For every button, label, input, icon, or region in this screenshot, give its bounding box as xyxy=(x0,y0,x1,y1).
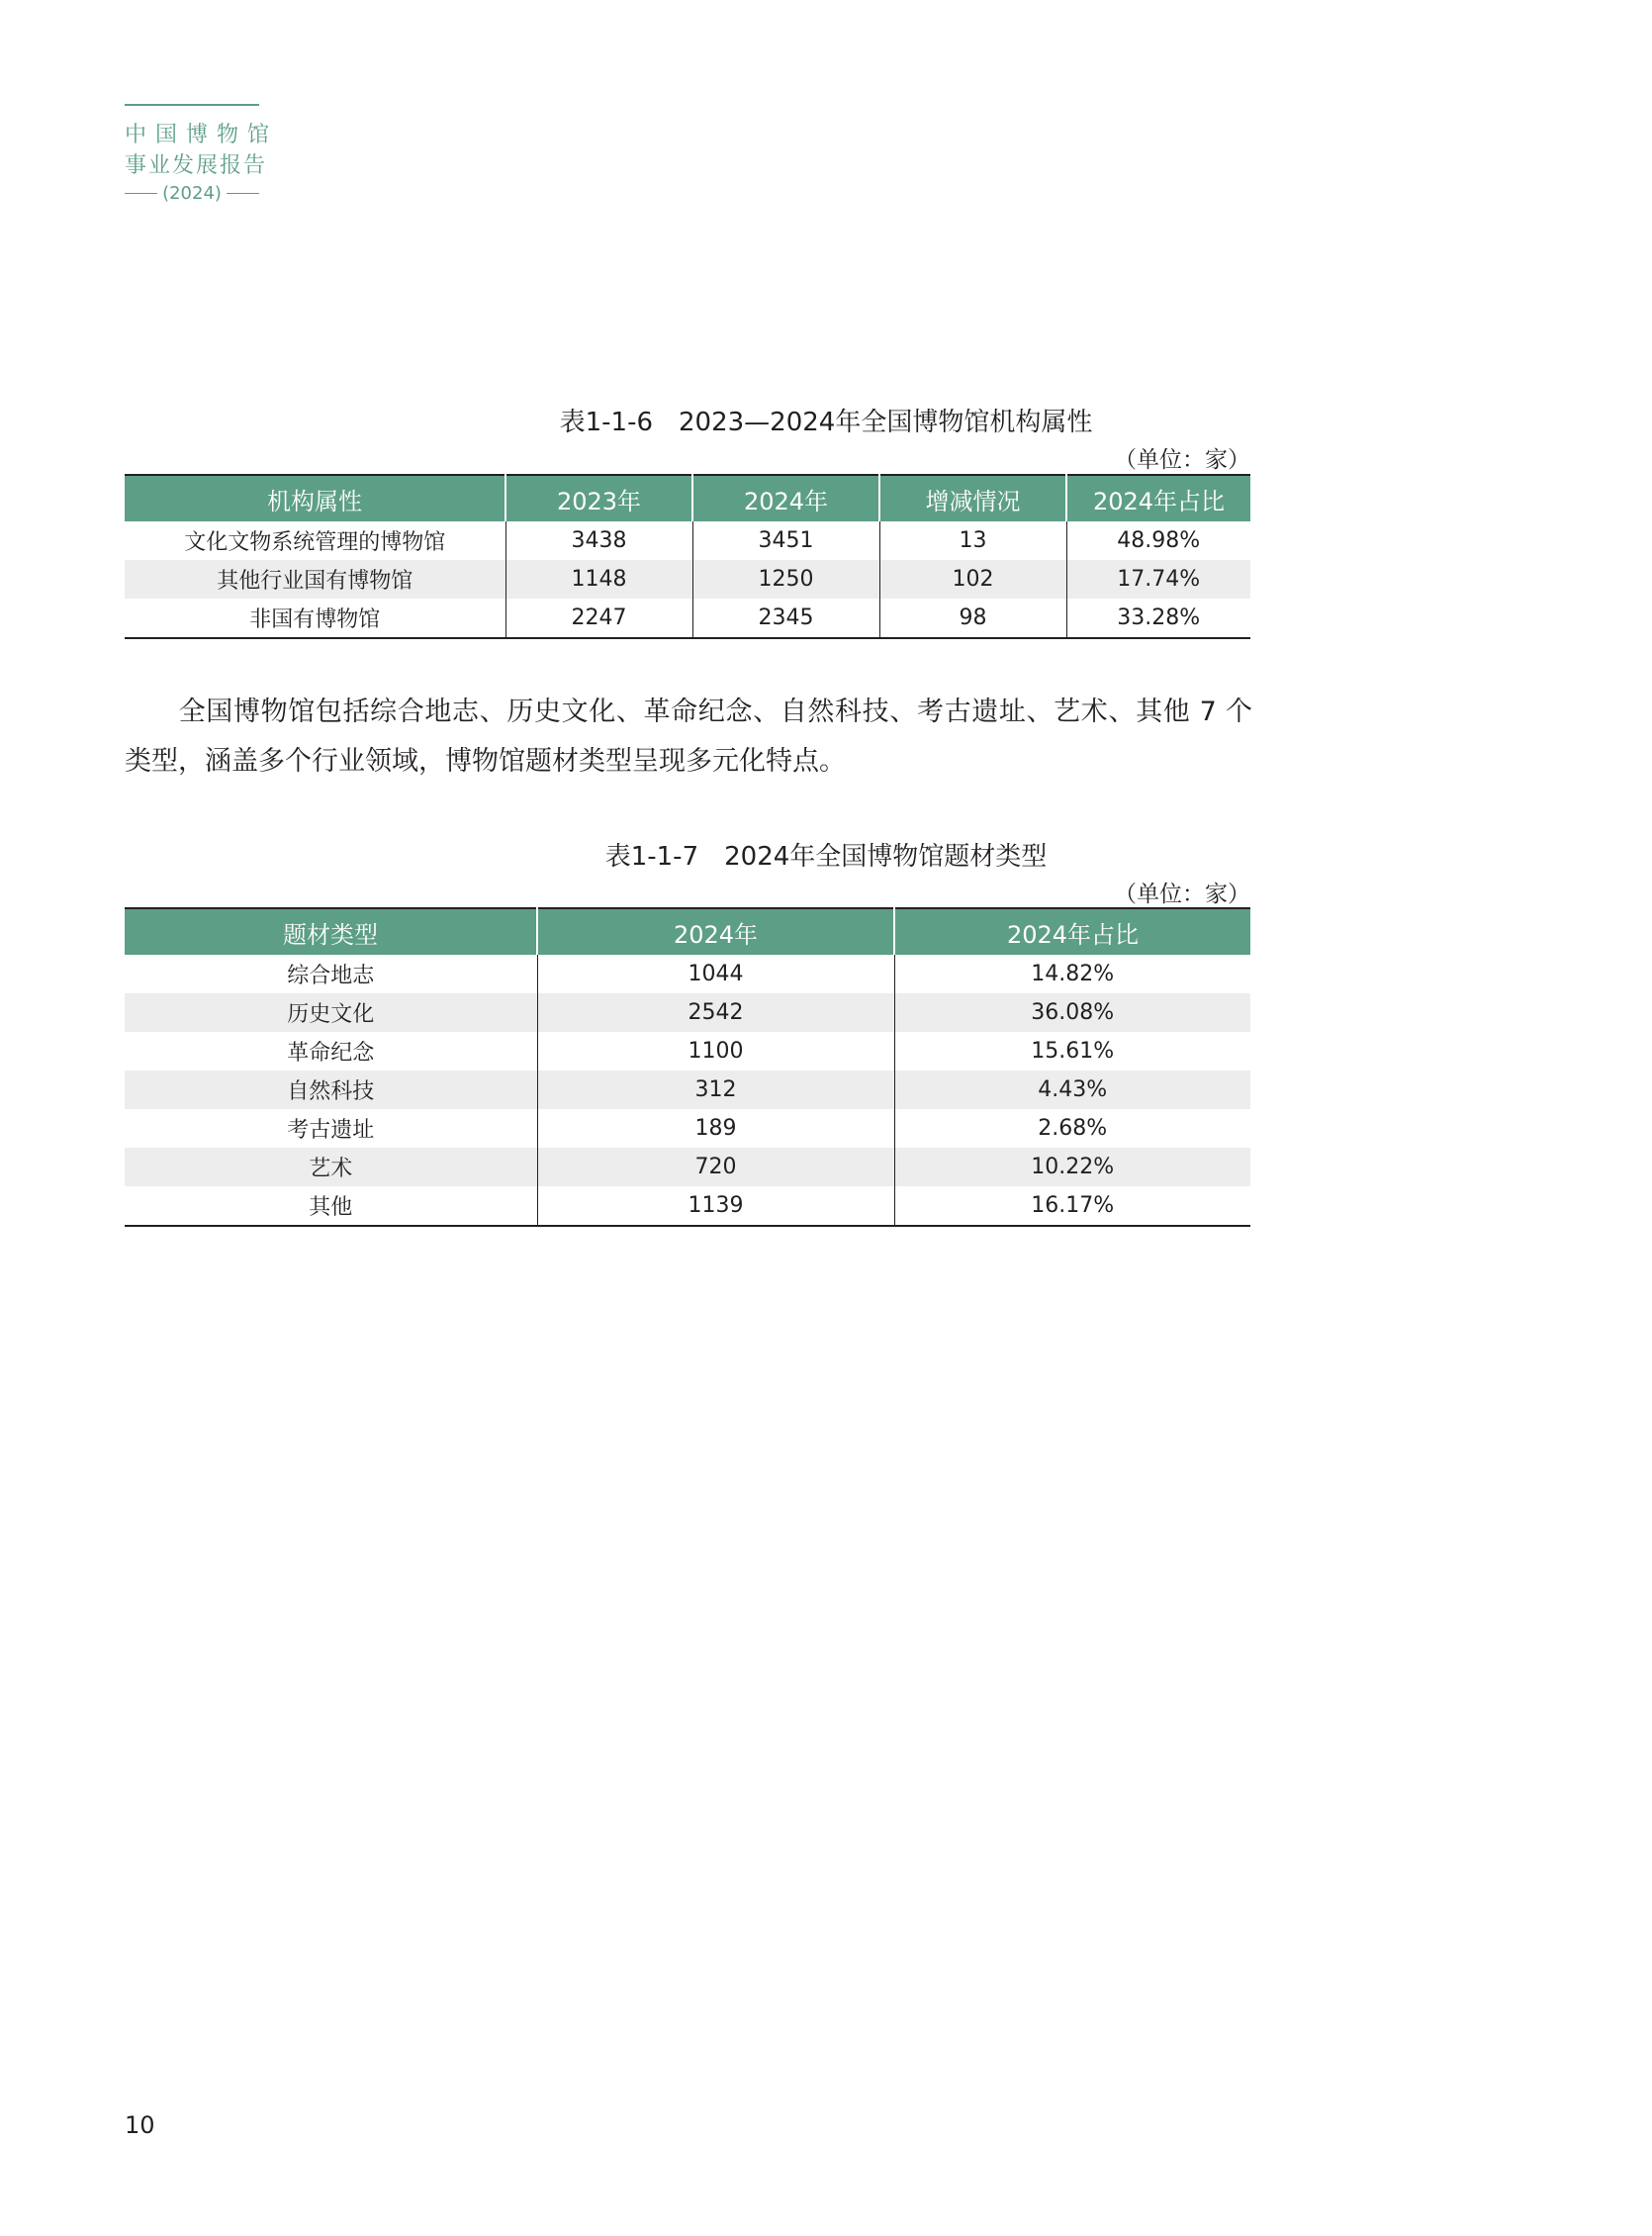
table1-col-header: 2024年占比 xyxy=(1066,475,1250,521)
table-cell: 非国有博物馆 xyxy=(249,607,381,632)
table-cell: 综合地志 xyxy=(287,964,375,988)
table2-caption xyxy=(0,836,1652,873)
table-row xyxy=(125,955,1250,993)
table-cell: 3438 xyxy=(505,521,692,560)
header-year-row xyxy=(125,183,259,204)
table1-col-header: 机构属性 xyxy=(125,475,505,521)
table-cell: 36.08% xyxy=(894,993,1250,1032)
table2-unit: （单位：家） xyxy=(1114,882,1250,907)
table-cell: 2247 xyxy=(505,599,692,638)
table-row xyxy=(125,560,1250,599)
table-cell: 10.22% xyxy=(894,1148,1250,1186)
table1-unit: （单位：家） xyxy=(1114,447,1250,473)
table-cell: 17.74% xyxy=(1066,560,1250,599)
table-cell: 文化文物系统管理的博物馆 xyxy=(184,530,446,555)
table-cell: 考古遗址 xyxy=(287,1118,375,1143)
table-row xyxy=(125,1186,1250,1226)
table1-col-header: 增减情况 xyxy=(879,475,1066,521)
table-row xyxy=(125,521,1250,560)
table-cell: 15.61% xyxy=(894,1032,1250,1071)
table-row xyxy=(125,599,1250,638)
table-cell: 其他 xyxy=(309,1195,353,1220)
table-cell: 1139 xyxy=(537,1186,894,1226)
table-row xyxy=(125,1148,1250,1186)
table-cell: 其他行业国有博物馆 xyxy=(125,560,505,599)
table-cell: 3451 xyxy=(692,521,879,560)
table-cell: 2542 xyxy=(537,993,894,1032)
table-cell: 1044 xyxy=(537,955,894,993)
header-line-2: 事业发展报告 xyxy=(125,153,268,178)
table1-col-header: 2023年 xyxy=(505,475,692,521)
table-cell: 720 xyxy=(537,1148,894,1186)
table-row xyxy=(125,993,1250,1032)
table2-caption-title: 2024年全国博物馆题材类型 xyxy=(724,842,1048,872)
table2 xyxy=(125,907,1250,1227)
header-line-1: 中国博物馆 xyxy=(125,123,279,147)
table1-header-row xyxy=(125,475,1250,521)
table-cell: 48.98% xyxy=(1066,521,1250,560)
table-cell: 自然科技 xyxy=(125,1071,537,1109)
header-dash-left xyxy=(125,193,157,194)
table-cell: 历史文化 xyxy=(125,993,537,1032)
table-cell: 艺术 xyxy=(125,1148,537,1186)
table1-col-header: 2024年 xyxy=(692,475,879,521)
table-row xyxy=(125,1032,1250,1071)
table-row xyxy=(125,1071,1250,1109)
table-row xyxy=(125,1109,1250,1148)
table-cell: 13 xyxy=(879,521,1066,560)
table-cell: 1250 xyxy=(692,560,879,599)
table-cell: 4.43% xyxy=(894,1071,1250,1109)
body-paragraph xyxy=(125,688,1252,787)
table-cell: 102 xyxy=(879,560,1066,599)
header-dash-right xyxy=(227,193,259,194)
table-cell: 1100 xyxy=(537,1032,894,1071)
table-cell: 33.28% xyxy=(1066,599,1250,638)
table-cell: 14.82% xyxy=(894,955,1250,993)
table-cell: 2.68% xyxy=(894,1109,1250,1148)
table1-caption xyxy=(0,402,1652,438)
table-cell: 2345 xyxy=(692,599,879,638)
table-cell: 98 xyxy=(879,599,1066,638)
table2-header-row xyxy=(125,908,1250,955)
table1-caption-title: 2023—2024年全国博物馆机构属性 xyxy=(679,408,1093,437)
table-cell: 189 xyxy=(537,1109,894,1148)
header-rule xyxy=(125,104,259,106)
table-cell: 革命纪念 xyxy=(287,1041,375,1066)
table-cell: 16.17% xyxy=(894,1186,1250,1226)
table-cell: 312 xyxy=(537,1071,894,1109)
table-cell: 1148 xyxy=(505,560,692,599)
body-paragraph-text: 全国博物馆包括综合地志、历史文化、革命纪念、自然科技、考古遗址、艺术、其他 7 个类型，涵盖多个行业领域，博物馆题材类型呈现多元化特点。 xyxy=(125,697,1252,777)
table1-caption-number: 表1-1-6 xyxy=(559,408,654,437)
table1 xyxy=(125,474,1250,639)
table2-col-header: 题材类型 xyxy=(125,908,537,955)
table2-col-header: 2024年 xyxy=(537,908,894,955)
table2-col-header: 2024年占比 xyxy=(894,908,1250,955)
header-year: (2024) xyxy=(162,183,222,204)
running-header xyxy=(125,104,279,204)
table2-caption-number: 表1-1-7 xyxy=(604,842,699,872)
page-number: 10 xyxy=(125,2111,155,2139)
